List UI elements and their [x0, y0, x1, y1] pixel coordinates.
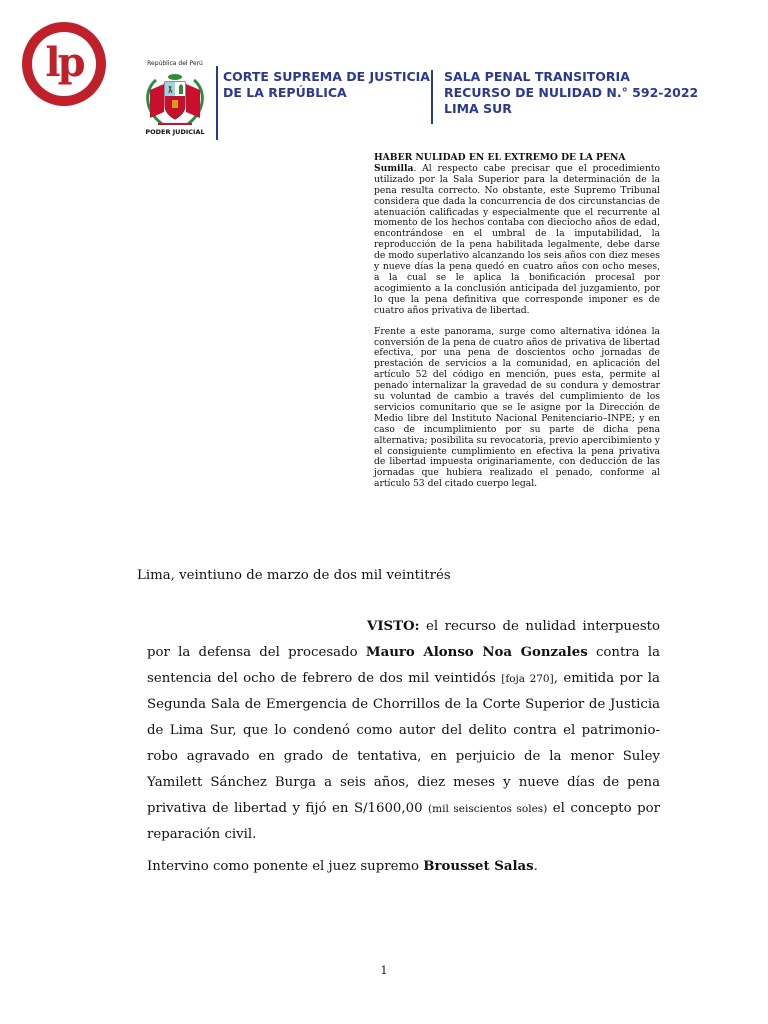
- emblem-bottom-text: PODER JUDICIAL: [145, 128, 205, 136]
- visto-label: VISTO:: [367, 619, 420, 634]
- header-line: RECURSO DE NULIDAD N.° 592-2022: [444, 85, 699, 100]
- resolution-body: [147, 614, 660, 880]
- emblem-top-text: República del Perú: [147, 60, 203, 67]
- sumilla-heading: HABER NULIDAD EN EL EXTREMO DE LA PENA: [374, 152, 626, 163]
- sumilla-text: . Al respecto cabe precisar que el procedimiento utilizado por la Sala Superior para la determinación de la pena resulta correcto. No obstante, este Supremo Tribunal considera que dada la concurrencia de dos circunstancias de atenuación calificadas y especialmente que el recurrente al momento de los hechos contaba con dieciocho años de edad, encontrándose en el umbral de la imputabilidad, la reproducción de la pena habilitada legalmente, debe darse de modo superlativo alcanzando los seis años con diez meses y nueve días la pena quedó en cuatro años con ocho meses, a la cual se le aplica la bonificación procesal por acogimiento a la conclusión anticipada del juzgamiento, por lo que la pena definitiva que corresponde imponer es de cuatro años privativa de libertad.: [374, 162, 660, 316]
- visto-text: el recurso de nulidad interpuesto por la defensa del procesado: [147, 619, 660, 660]
- judge-name: Brousset Salas: [423, 859, 534, 875]
- visto-text: el concepto por reparación civil.: [147, 800, 660, 843]
- ponente-text: .: [533, 859, 538, 875]
- sumilla-section: [374, 153, 660, 490]
- header-divider-left: [216, 66, 218, 140]
- header-institution: [223, 69, 430, 101]
- date-line: Lima, veintiuno de marzo de dos mil veintitrés: [137, 568, 451, 583]
- header-divider-right: [431, 70, 433, 124]
- header-line: SALA PENAL TRANSITORIA: [444, 69, 630, 84]
- defendant-name: Mauro Alonso Noa Gonzales: [365, 644, 588, 660]
- visto-text: contra la sentencia del ocho de febrero de dos mil veintidós: [147, 644, 661, 686]
- lp-logo: [22, 22, 106, 106]
- sumilla-paragraph-1: [374, 153, 660, 317]
- lp-logo-inner: [32, 32, 96, 96]
- coat-of-arms-icon: [136, 66, 214, 132]
- foja-reference: [foja 270]: [501, 672, 554, 685]
- visto-text: , emitida por la Segunda Sala de Emergencia de Chorrillos de la Corte Superior de Justicia de Lima Sur, que lo condenó como autor del delito contra el patrimonio-robo agravado en grado de tentativa, en perjuicio de la menor Suley Yamilett Sánchez Burga a seis años, diez meses y nueve días de pena privativa de libertad y fijó en S/1600,00: [147, 670, 660, 816]
- header-line: CORTE SUPREMA DE JUSTICIA: [223, 69, 430, 84]
- header-case-info: [444, 69, 698, 117]
- sumilla-label: Sumilla: [374, 162, 414, 174]
- header-line: DE LA REPÚBLICA: [223, 85, 347, 100]
- header-line: LIMA SUR: [444, 101, 512, 116]
- amount-in-words: (mil seiscientos soles): [428, 802, 548, 815]
- page-number: 1: [380, 964, 388, 977]
- visto-paragraph: [147, 614, 660, 848]
- poder-judicial-emblem: [136, 60, 214, 140]
- lp-logo-text: lp: [45, 38, 83, 86]
- ponente-paragraph: [147, 854, 660, 880]
- sumilla-paragraph-2: Frente a este panorama, surge como alternativa idónea la conversión de la pena de cuatro años de privativa de libertad efectiva, por una pena de doscientos ocho jornadas de prestación de servicios a la comunidad, en aplicación del artículo 52 del código en mención, pues esta, permite al penado internalizar la gravedad de su condura y demostrar su voluntad de cambio a través del cumplimiento de los servicios comunitario que se le asigne por la Dirección de Medio libre del Instituto Nacional Penitenciario–INPE; y en caso de incumplimiento por su parte de dicha pena alternativa; posibilita su revocatoria, previo apercibimiento y el consiguiente cumplimiento en efectiva la pena privativa de libertad impuesta originariamente, con deducción de las jornadas que hubiera realizado el penado, conforme al artículo 53 del citado cuerpo legal.: [374, 325, 660, 490]
- ponente-text: Intervino como ponente el juez supremo: [147, 859, 424, 875]
